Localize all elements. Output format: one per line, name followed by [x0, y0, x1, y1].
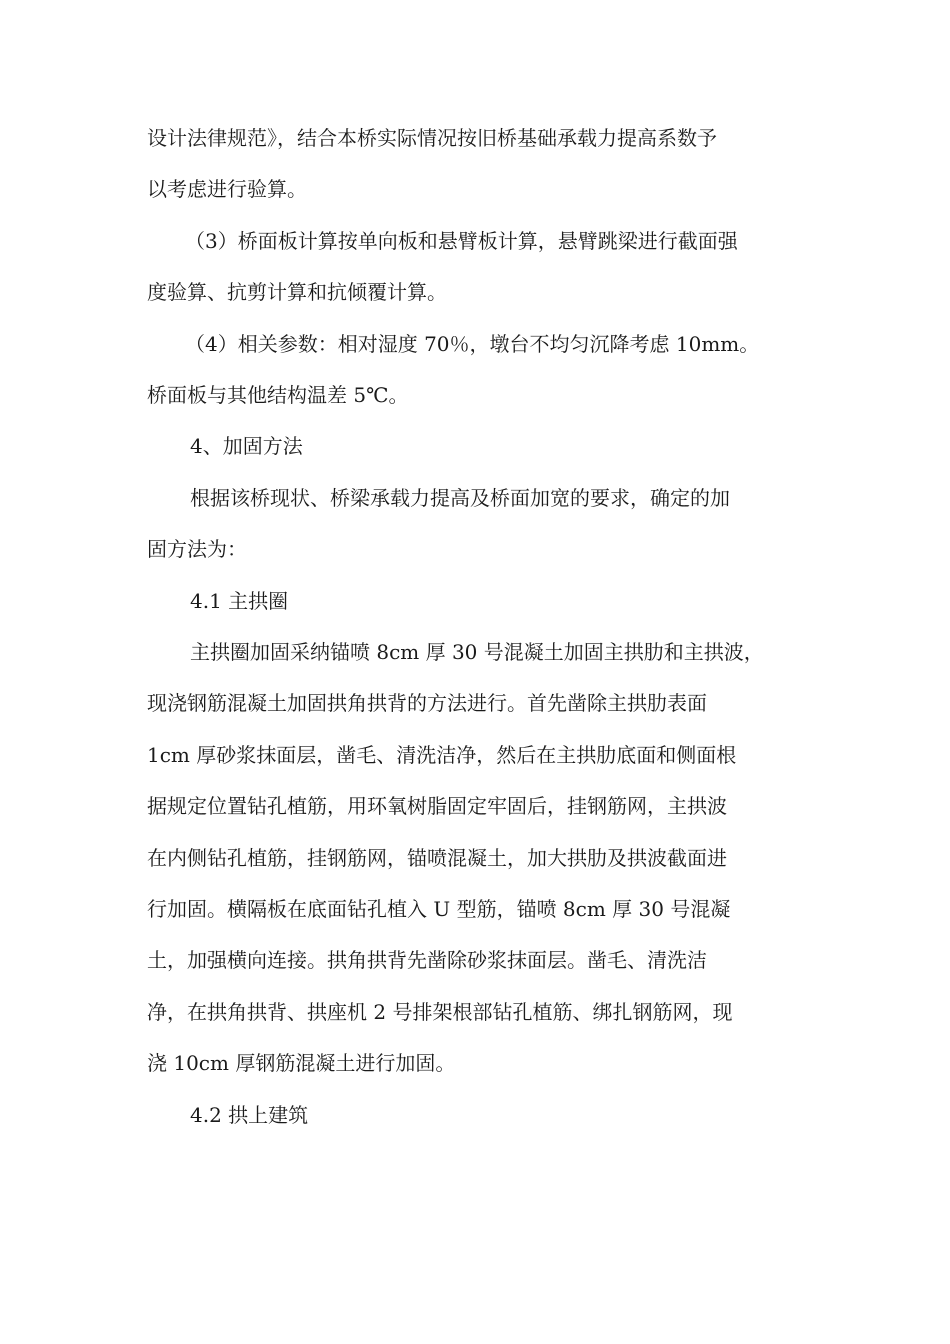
subsection-heading: 4.2 拱上建筑 [190, 1103, 309, 1127]
paragraph-line: 固方法为： [147, 537, 247, 561]
paragraph-line: （3）桥面板计算按单向板和悬臂板计算，悬臂跳梁进行截面强 [185, 229, 738, 253]
paragraph-line: 主拱圈加固采纳锚喷 8cm 厚 30 号混凝土加固主拱肋和主拱波， [190, 640, 764, 664]
paragraph-line: 以考虑进行验算。 [147, 177, 307, 201]
paragraph-line: 浇 10cm 厚钢筋混凝土进行加固。 [147, 1051, 456, 1075]
paragraph-line: 1cm 厚砂浆抹面层，凿毛、清洗洁净，然后在主拱肋底面和侧面根 [147, 743, 737, 767]
paragraph-line: 度验算、抗剪计算和抗倾覆计算。 [147, 280, 447, 304]
paragraph-line: 现浇钢筋混凝土加固拱角拱背的方法进行。首先凿除主拱肋表面 [147, 691, 707, 715]
paragraph-line: 根据该桥现状、桥梁承载力提高及桥面加宽的要求，确定的加 [190, 486, 730, 510]
paragraph-line: 在内侧钻孔植筋，挂钢筋网，锚喷混凝土，加大拱肋及拱波截面进 [147, 846, 727, 870]
paragraph-line: 据规定位置钻孔植筋，用环氧树脂固定牢固后，挂钢筋网，主拱波 [147, 794, 727, 818]
paragraph-line: 设计法律规范》，结合本桥实际情况按旧桥基础承载力提高系数予 [147, 126, 717, 150]
paragraph-line: 桥面板与其他结构温差 5℃。 [147, 383, 409, 407]
paragraph-line: （4）相关参数：相对湿度 70％，墩台不均匀沉降考虑 10mm。 [185, 332, 760, 356]
paragraph-line: 土，加强横向连接。拱角拱背先凿除砂浆抹面层。凿毛、清洗洁 [147, 948, 707, 972]
section-heading: 4、加固方法 [190, 434, 303, 458]
paragraph-line: 行加固。横隔板在底面钻孔植入 U 型筋，锚喷 8cm 厚 30 号混凝 [147, 897, 731, 921]
paragraph-line: 净，在拱角拱背、拱座机 2 号排架根部钻孔植筋、绑扎钢筋网，现 [147, 1000, 733, 1024]
subsection-heading: 4.1 主拱圈 [190, 589, 289, 613]
